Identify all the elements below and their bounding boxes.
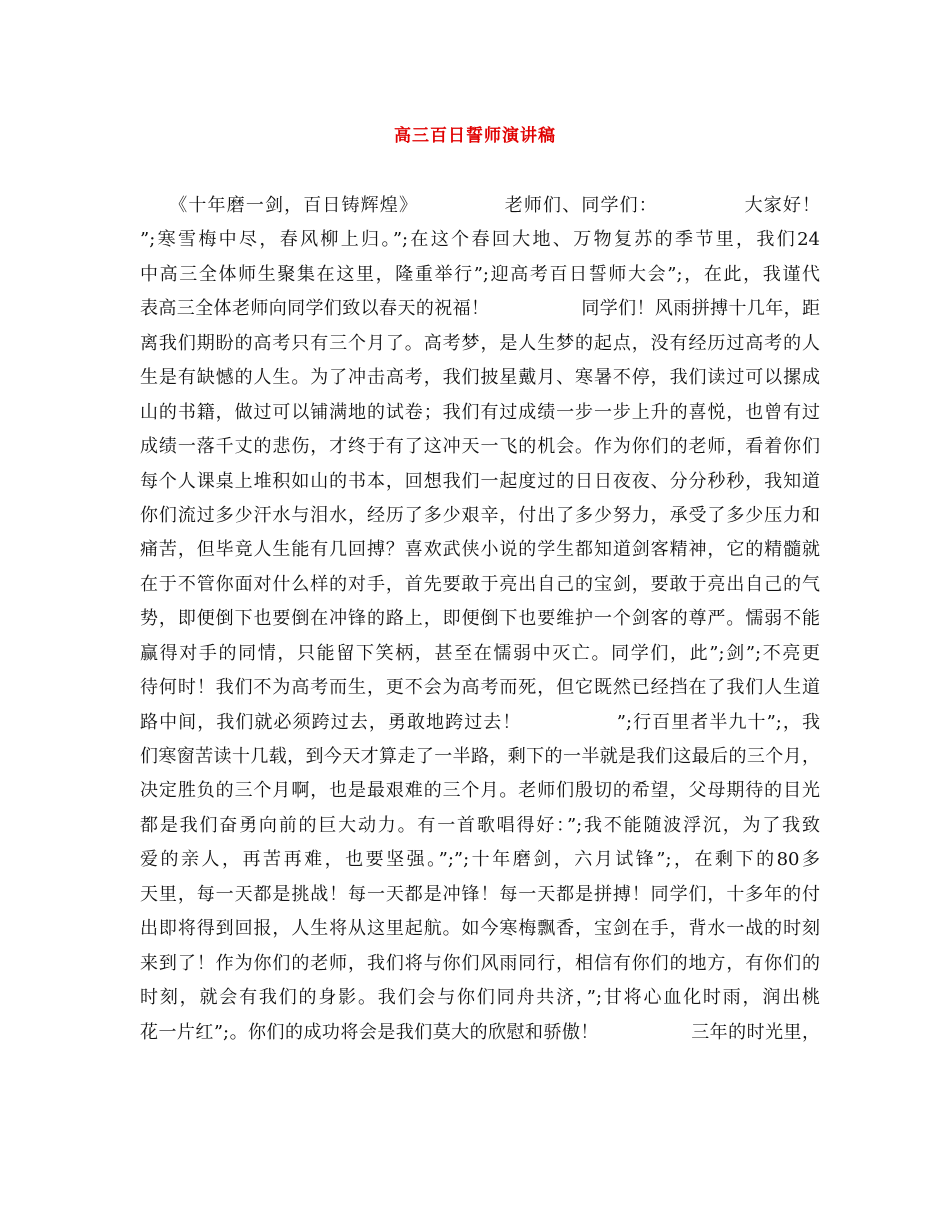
body-line: 痛苦，但毕竟人生能有几回搏？喜欢武侠小说的学生都知道剑客精神，它的精髓就 [140, 539, 820, 561]
document-title: 高三百日誓师演讲稿 [394, 126, 556, 146]
body-line: 你们流过多少汗水与泪水，经历了多少艰辛，付出了多少努力，承受了多少压力和 [140, 504, 820, 526]
document-body [140, 189, 820, 1050]
body-line: 花一片红”;。你们的成功将会是我们莫大的欣慰和骄傲！ 三年的时光里， [140, 1021, 820, 1043]
body-line: 决定胜负的三个月啊，也是最艰难的三个月。老师们殷切的希望，父母期待的目光 [140, 780, 820, 802]
body-line: 中高三全体师生聚集在这里，隆重举行”;迎高考百日誓师大会”;，在此，我谨代 [140, 263, 820, 285]
body-line: 出即将得到回报，人生将从这里起航。如今寒梅飘香，宝剑在手，背水一战的时刻 [140, 918, 820, 940]
body-line: 《十年磨一剑，百日铸辉煌》 老师们、同学们： 大家好！ [140, 195, 820, 216]
body-line: 路中间，我们就必须跨过去，勇敢地跨过去！ ”;行百里者半九十”;，我 [140, 711, 820, 733]
body-line: 都是我们奋勇向前的巨大动力。有一首歌唱得好：”;我不能随波浮沉，为了我致 [140, 814, 820, 836]
body-line: 爱的亲人，再苦再难，也要坚强。”;”;十年磨剑，六月试锋”;，在剩下的80多 [140, 849, 820, 871]
body-line: 势，即便倒下也要倒在冲锋的路上，即便倒下也要维护一个剑客的尊严。懦弱不能 [140, 608, 820, 630]
body-line: 离我们期盼的高考只有三个月了。高考梦，是人生梦的起点，没有经历过高考的人 [140, 332, 820, 354]
body-line: 表高三全体老师向同学们致以春天的祝福！ 同学们！风雨拼搏十几年，距 [140, 298, 820, 320]
body-line: 在于不管你面对什么样的对手，首先要敢于亮出自己的宝剑，要敢于亮出自己的气 [140, 573, 820, 595]
body-line: ”;寒雪梅中尽，春风柳上归。”;在这个春回大地、万物复苏的季节里，我们24 [140, 229, 820, 251]
body-line: 们寒窗苦读十几载，到今天才算走了一半路，剩下的一半就是我们这最后的三个月， [140, 746, 820, 767]
body-line: 赢得对手的同情，只能留下笑柄，甚至在懦弱中灭亡。同学们，此”;剑”;不亮更 [140, 642, 820, 664]
body-line: 生是有缺憾的人生。为了冲击高考，我们披星戴月、寒暑不停，我们读过可以摞成 [140, 367, 820, 389]
body-line: 天里，每一天都是挑战！每一天都是冲锋！每一天都是拼搏！同学们，十多年的付 [140, 883, 820, 905]
body-line: 时刻，就会有我们的身影。我们会与你们同舟共济，”;甘将心血化时雨，润出桃 [140, 987, 820, 1009]
body-line: 成绩一落千丈的悲伤，才终于有了这冲天一飞的机会。作为你们的老师，看着你们 [140, 436, 820, 458]
body-line: 每个人课桌上堆积如山的书本，回想我们一起度过的日日夜夜、分分秒秒，我知道 [140, 470, 820, 492]
body-line: 山的书籍，做过可以铺满地的试卷；我们有过成绩一步一步上升的喜悦，也曾有过 [140, 401, 820, 423]
body-line: 待何时！我们不为高考而生，更不会为高考而死，但它既然已经挡在了我们人生道 [140, 677, 820, 699]
body-line: 来到了！作为你们的老师，我们将与你们风雨同行，相信有你们的地方，有你们的 [140, 952, 820, 974]
